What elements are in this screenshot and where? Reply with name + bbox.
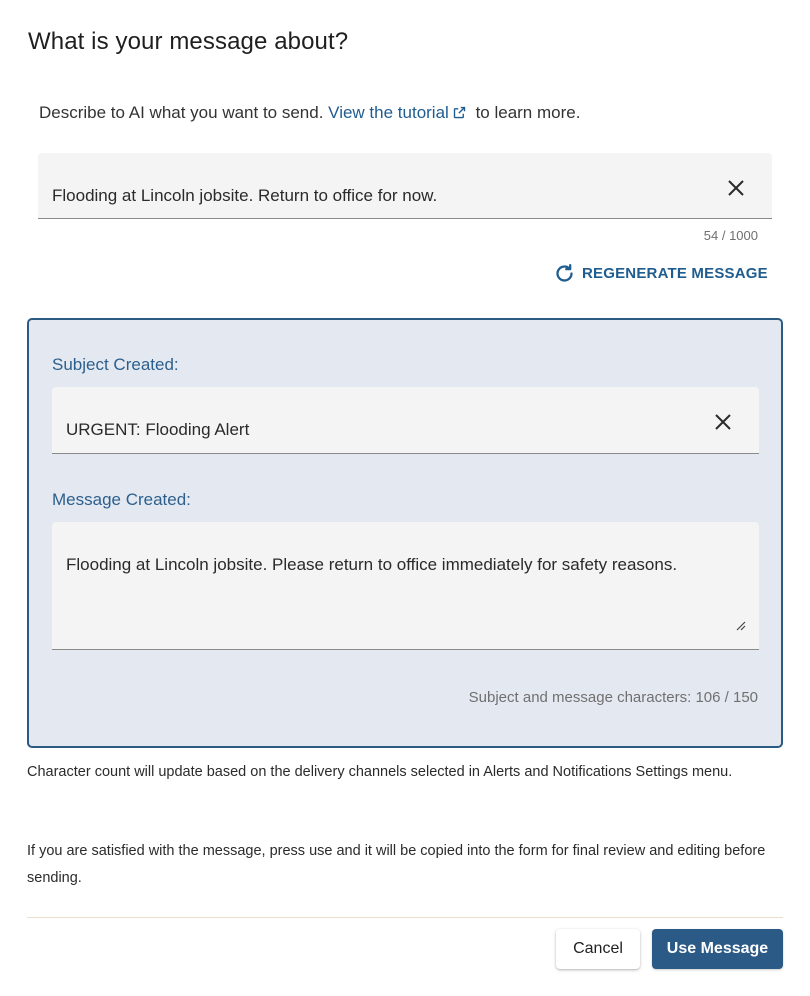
use-message-note: If you are satisfied with the message, press use and it will be copied into the form for final review and editing before sending. bbox=[27, 843, 766, 886]
message-textarea[interactable] bbox=[52, 522, 759, 650]
message-value: Flooding at Lincoln jobsite. Please return to office immediately for safety reasons. bbox=[66, 555, 678, 574]
footer-divider bbox=[27, 917, 783, 918]
generated-content-panel bbox=[27, 318, 783, 748]
tutorial-link-label: View the tutorial bbox=[328, 103, 449, 122]
subject-message-char-counter: Subject and message characters: 106 / 150 bbox=[468, 689, 758, 706]
external-link-icon bbox=[452, 105, 467, 125]
intro-before: Describe to AI what you want to send. bbox=[39, 103, 324, 122]
subject-value: URGENT: Flooding Alert bbox=[66, 420, 250, 439]
close-icon bbox=[714, 413, 732, 431]
tutorial-link[interactable] bbox=[328, 103, 471, 122]
clear-description-button[interactable] bbox=[722, 174, 750, 202]
subject-input[interactable] bbox=[52, 387, 759, 454]
channel-count-note: Character count will update based on the delivery channels selected in Alerts and Notifications Settings menu. bbox=[27, 764, 733, 780]
dialog-title: What is your message about? bbox=[28, 28, 349, 55]
regenerate-label: REGENERATE MESSAGE bbox=[582, 265, 768, 282]
clear-subject-button[interactable] bbox=[709, 408, 737, 436]
close-icon bbox=[727, 179, 745, 197]
cancel-button[interactable]: Cancel bbox=[556, 929, 640, 969]
intro-after: to learn more. bbox=[475, 103, 581, 122]
refresh-icon bbox=[554, 263, 575, 284]
resize-grip-icon[interactable] bbox=[736, 618, 746, 636]
description-char-counter: 54 / 1000 bbox=[703, 228, 758, 243]
description-value: Flooding at Lincoln jobsite. Return to office for now. bbox=[52, 186, 438, 205]
description-input[interactable] bbox=[38, 153, 772, 219]
intro-text bbox=[39, 103, 580, 125]
message-created-label: Message Created: bbox=[52, 490, 191, 509]
regenerate-message-button[interactable] bbox=[554, 263, 768, 284]
use-message-button[interactable]: Use Message bbox=[652, 929, 783, 969]
subject-created-label: Subject Created: bbox=[52, 355, 179, 374]
